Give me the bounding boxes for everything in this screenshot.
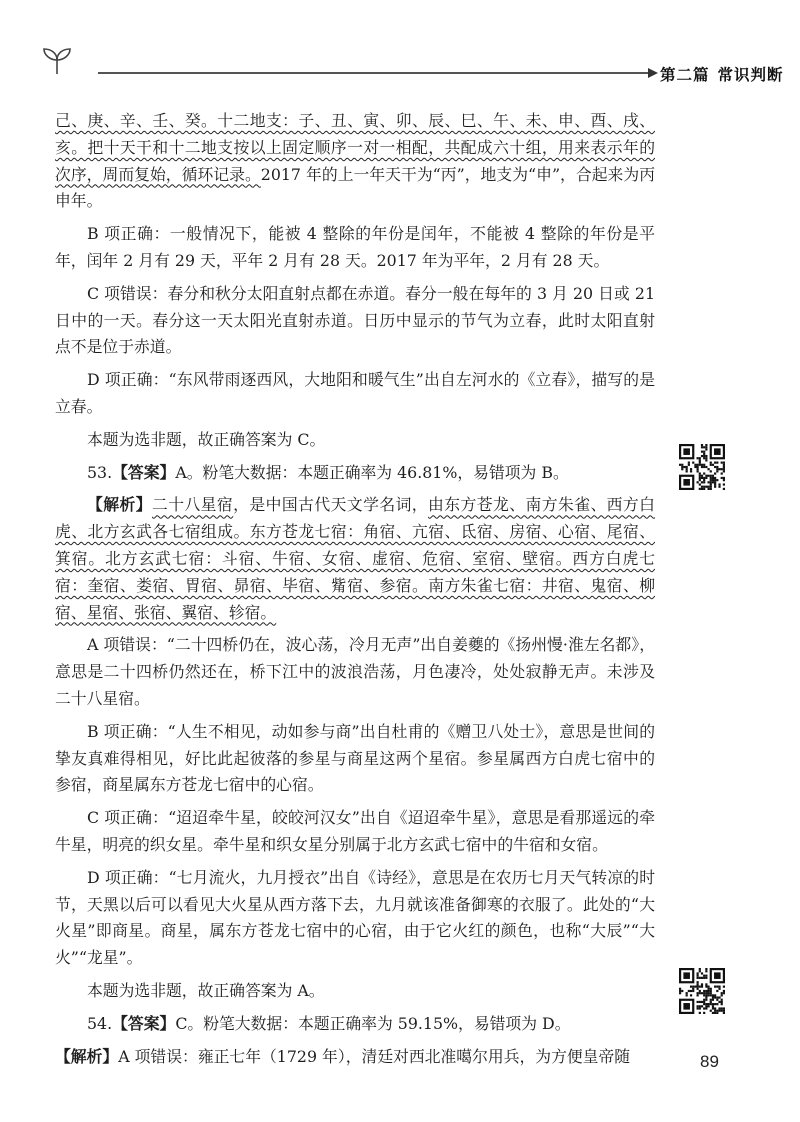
body-text: D 项正确：“东风带雨逐西风，大地阳和暖气生”出自左河水的《立春》，描写的是立春。 — [55, 370, 655, 416]
body-text: C 项错误：春分和秋分太阳直射点都在赤道。春分一般在每年的 3 月 20 日或 21 日中的一天。春分这一天太阳光直射赤道。日历中显示的节气为立春，此时太阳直射点不是位于赤道。 — [55, 283, 655, 357]
body-text: 本题为选非题，故正确答案为 A。 — [87, 980, 325, 1000]
header-title — [660, 63, 792, 85]
paragraph-p11 — [55, 978, 655, 1005]
qr-code-icon[interactable] — [679, 444, 725, 490]
body-text: 本题为选非题，故正确答案为 C。 — [87, 429, 326, 449]
body-text: C。粉笔大数据：本题正确率为 59.15%，易错项为 D。 — [175, 1013, 571, 1033]
paragraph-p4 — [55, 427, 655, 454]
body-text: ，是中国古代天文学名词， — [233, 495, 429, 515]
body-text: B 项正确：一般情况下，能被 4 整除的年份是闰年，不能被 4 整除的年份是平年，闰年 2 月有 29 天，平年 2 月有 28 天。2017 年为平年，2 月有 28 天。 — [55, 224, 655, 270]
page-body — [55, 108, 655, 1076]
qr-code-icon[interactable] — [679, 968, 725, 1014]
header-section: 常识判断 — [717, 66, 784, 84]
body-text: B 项正确：“人生不相见，动如参与商”出自杜甫的《赠卫八处士》，意思是世间的挚友真难得相见，好比此起彼落的参星与商星这两个星宿。参星属西方白虎七宿中的参宿，商星属东方苍龙七宿中的心宿。 — [55, 721, 655, 795]
paragraph-p12 — [55, 1011, 655, 1038]
body-text: A 项错误：雍正七年（1729 年），清廷对西北准噶尔用兵，为方便皇帝随 — [118, 1046, 631, 1066]
answer-tag: 【答案】 — [112, 462, 176, 482]
body-text: C 项正确：“迢迢牵牛星，皎皎河汉女”出自《迢迢牵牛星》，意思是看那遥远的牵牛星，明亮的织女星。牵牛星和织女星分别属于北方玄武七宿中的牛宿和女宿。 — [55, 808, 655, 854]
paragraph-p0 — [55, 108, 655, 215]
sprout-leaf-icon — [40, 44, 74, 78]
paragraph-p1 — [55, 221, 655, 275]
emphasized-text: 二十八星宿 — [151, 495, 234, 515]
paragraph-p10 — [55, 865, 655, 972]
paragraph-p5 — [55, 460, 655, 487]
page-header — [40, 44, 784, 84]
paragraph-p2 — [55, 281, 655, 361]
header-part: 第二篇 — [660, 66, 710, 84]
answer-tag: 【解析】 — [55, 1046, 119, 1066]
paragraph-p6 — [55, 492, 655, 626]
body-text: 2017 年的上一年天干为“丙”，地支为“申”，合起来为丙申年。 — [55, 164, 655, 211]
body-text: A。粉笔大数据：本题正确率为 46.81%，易错项为 B。 — [175, 462, 569, 482]
body-text: A 项错误：“二十四桥仍在，波心荡，冷月无声”出自姜夔的《扬州慢·淮左名都》，意思是二十四桥仍然还在，桥下江中的波浪浩荡，月色凄冷，处处寂静无声。未涉及二十八星宿。 — [55, 635, 655, 708]
body-text: D 项正确：“七月流火，九月授衣”出自《诗经》，意思是在农历七月天气转凉的时节，天黑以后可以看见大火星从西方落下去，九月就该准备御寒的衣服了。此处的“大火星”即商星。商星，属东方苍龙七宿中的心宿，由于它火红的颜色，也称“大辰”“大火”“龙星”。 — [55, 867, 655, 968]
page-number: 89 — [700, 1052, 719, 1071]
paragraph-p8 — [55, 719, 655, 799]
emphasized-text: 由东方苍龙、南方朱雀、西方白虎、北方玄武各七宿组成。东方苍龙七宿：角宿、亢宿、氐宿、房宿、心宿、尾宿、箕宿。北方玄武七宿：斗宿、牛宿、女宿、虚宿、危宿、室宿、壁宿。西方白虎七宿：奎宿、娄宿、胃宿、昴宿、毕宿、觜宿、参宿。南方朱雀七宿：井宿、鬼宿、柳宿、星宿、张宿、翼宿、轸宿。 — [55, 495, 655, 622]
paragraph-p3 — [55, 367, 655, 421]
arrow-right-icon — [648, 68, 658, 78]
answer-tag: 【答案】 — [112, 1013, 176, 1033]
header-rule — [98, 72, 653, 74]
paragraph-p7 — [55, 632, 655, 712]
paragraph-p13 — [55, 1044, 655, 1071]
body-text: 53. — [87, 462, 113, 482]
answer-tag: 【解析】 — [87, 495, 152, 515]
body-text: 54. — [87, 1013, 113, 1033]
paragraph-p9 — [55, 805, 655, 859]
emphasized-text: 己、庚、辛、壬、癸。十二地支：子、丑、寅、卯、辰、巳、午、未、申、酉、戌、亥。把十天干和十二地支按以上固定顺序一对一相配，共配成六十组，用来表示年的次序，周而复始，循环记录。 — [55, 111, 655, 184]
